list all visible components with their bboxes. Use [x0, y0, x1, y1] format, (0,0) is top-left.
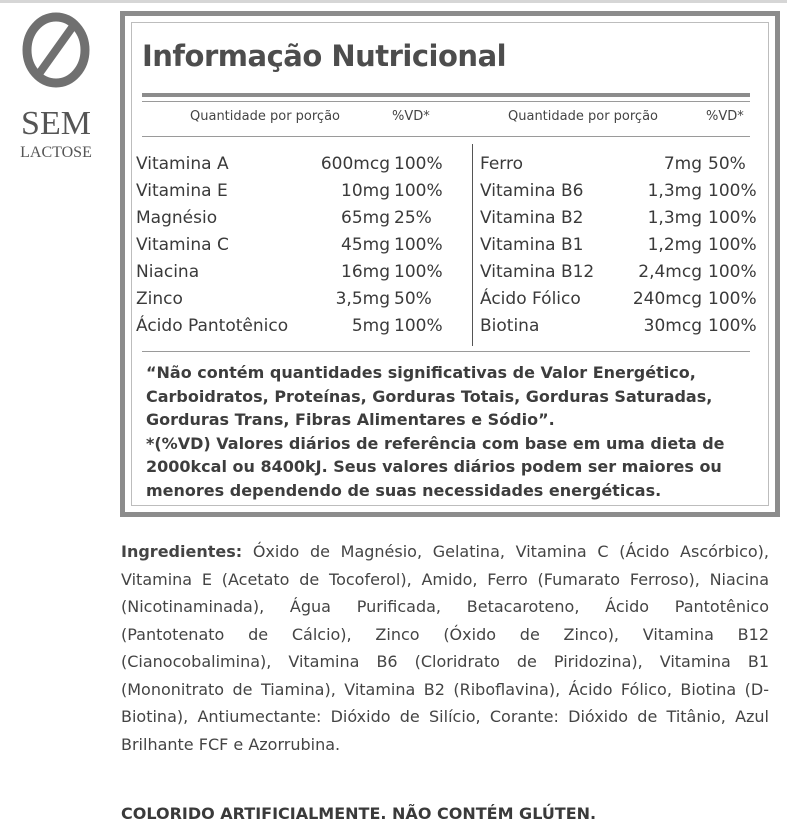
nutrient-name: Magnésio — [136, 208, 218, 228]
right-qty-header: Quantidade por porção — [508, 109, 659, 124]
nutrient-vd: 100% — [708, 181, 757, 201]
nutrient-amount: 600mcg — [320, 154, 390, 174]
nutrient-vd: 25% — [394, 208, 432, 228]
panel-inner-frame — [131, 22, 769, 506]
nutrient-amount: 1,2mg — [647, 235, 702, 255]
nutrition-panel — [120, 11, 780, 517]
nutrient-amount: 2,4mcg — [638, 262, 702, 282]
daily-values-note: *(%VD) Valores diários de referência com base em uma dieta de 2000kcal ou 8400kJ. Seus valores diários podem ser maiores ou menores dependendo de suas necessidades energéticas. — [146, 433, 725, 500]
panel-title: Informação Nutricional — [142, 39, 507, 73]
nutrient-name: Zinco — [136, 289, 183, 309]
table-row — [136, 205, 466, 231]
nutrient-vd: 100% — [708, 208, 757, 228]
table-row — [136, 313, 466, 339]
nutrient-name: Ferro — [480, 154, 524, 174]
nutrient-name: Vitamina B6 — [480, 181, 584, 201]
left-vd-header: %VD* — [392, 109, 430, 124]
table-row — [136, 286, 466, 312]
nutrient-amount: 1,3mg — [647, 181, 702, 201]
ingredients-paragraph — [121, 538, 769, 758]
table-bottom-rule — [142, 351, 750, 352]
top-divider — [0, 0, 787, 3]
nutrient-amount: 30mcg — [643, 316, 702, 336]
nutrient-vd: 100% — [394, 262, 443, 282]
table-row — [480, 286, 762, 312]
nutrient-name: Vitamina A — [136, 154, 229, 174]
nutrient-vd: 50% — [708, 154, 746, 174]
nutrient-vd: 100% — [394, 154, 443, 174]
badge-sem: SEM — [21, 105, 91, 142]
nutrient-vd: 100% — [708, 262, 757, 282]
badge-lactose: LACTOSE — [20, 144, 92, 161]
allergen-footer: COLORIDO ARTIFICIALMENTE. NÃO CONTÉM GLÚTEN. — [121, 804, 597, 823]
nutrient-name: Vitamina E — [136, 181, 228, 201]
table-row — [480, 232, 762, 258]
nutrient-vd: 100% — [394, 181, 443, 201]
table-row — [480, 151, 762, 177]
nutrient-amount: 16mg — [341, 262, 390, 282]
nutrient-name: Vitamina B1 — [480, 235, 584, 255]
nutrient-vd: 100% — [394, 316, 443, 336]
no-symbol-icon — [22, 12, 90, 92]
table-row — [480, 205, 762, 231]
nutrient-amount: 45mg — [341, 235, 390, 255]
nutrient-amount: 5mg — [351, 316, 390, 336]
nutrient-vd: 100% — [708, 316, 757, 336]
nutrient-amount: 3,5mg — [335, 289, 390, 309]
nutrient-name: Vitamina C — [136, 235, 229, 255]
nutrient-vd: 100% — [708, 289, 757, 309]
ingredients-text: Óxido de Magnésio, Gelatina, Vitamina C (Ácido Ascórbico), Vitamina E (Acetato de Tocoferol), Amido, Ferro (Fumarato Ferroso), Niacina (Nicotinaminada), Água Purificada, Betacaroteno, Ácido Pantotênico (Pantotenato de Cálcio), Zinco (Óxido de Zinco), Vitamina B12 (Cianocobalimina), Vitamina B6 (Cloridrato de Piridozina), Vitamina B1 (Mononitrato de Tiamina), Vitamina B2 (Riboflavina), Ácido Fólico, Biotina (D-Biotina), Antiumectante: Dióxido de Silício, Corante: Dióxido de Titânio, Azul Brilhante FCF e Azorrubina. — [121, 542, 769, 754]
table-row — [136, 259, 466, 285]
nutrient-amount: 10mg — [341, 181, 390, 201]
nutrient-vd: 100% — [708, 235, 757, 255]
nutrient-name: Niacina — [136, 262, 200, 282]
nutrient-name: Vitamina B2 — [480, 208, 584, 228]
title-rule — [142, 93, 750, 97]
nutrient-name: Biotina — [480, 316, 540, 336]
nutrition-notes — [146, 361, 766, 502]
nutrient-vd: 100% — [394, 235, 443, 255]
table-row — [480, 313, 762, 339]
column-divider — [472, 144, 473, 346]
nutrient-name: Ácido Pantotênico — [136, 316, 289, 336]
table-row — [136, 232, 466, 258]
lactose-free-badge — [10, 12, 102, 162]
right-vd-header: %VD* — [706, 109, 744, 124]
left-qty-header: Quantidade por porção — [190, 109, 341, 124]
not-significant-note: “Não contém quantidades significativas de Valor Energético, Carboidratos, Proteínas, Gorduras Totais, Gorduras Saturadas, Gorduras Trans, Fibras Alimentares e Sódio”. — [146, 363, 713, 429]
nutrient-name: Vitamina B12 — [480, 262, 595, 282]
nutrient-name: Ácido Fólico — [480, 289, 581, 309]
header-bottom-rule — [142, 136, 750, 137]
ingredients-label: Ingredientes: — [121, 542, 243, 561]
nutrient-amount: 1,3mg — [647, 208, 702, 228]
table-row — [136, 151, 466, 177]
nutrient-amount: 65mg — [341, 208, 390, 228]
table-row — [480, 178, 762, 204]
nutrient-amount: 240mcg — [632, 289, 702, 309]
header-top-rule — [142, 101, 750, 102]
nutrient-amount: 7mg — [663, 154, 702, 174]
table-row — [480, 259, 762, 285]
nutrient-vd: 50% — [394, 289, 432, 309]
table-row — [136, 178, 466, 204]
